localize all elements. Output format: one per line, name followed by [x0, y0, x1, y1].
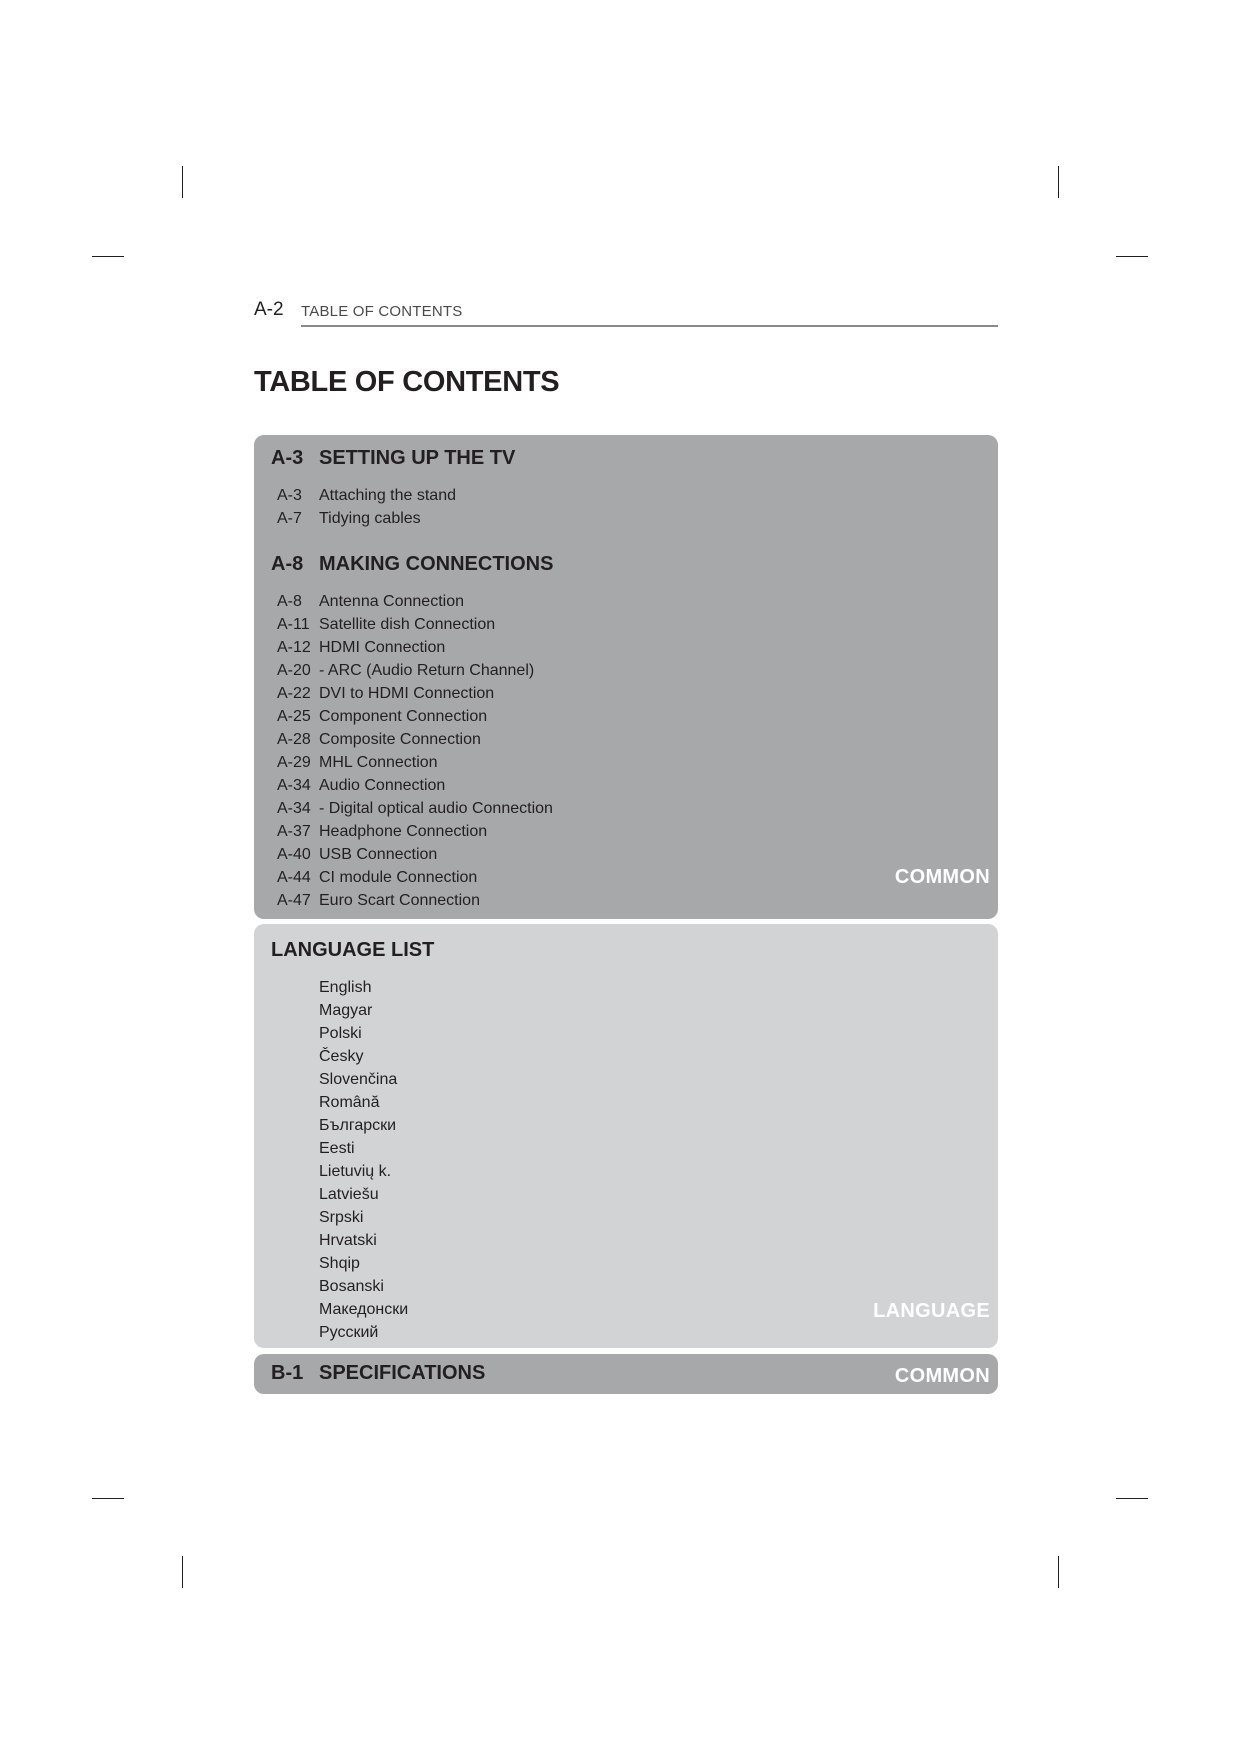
entry-page-number: A-34 — [277, 777, 311, 794]
entry-page-number: A-7 — [277, 510, 302, 527]
language-panel — [254, 924, 998, 1348]
spec-tab-label: COMMON — [894, 1365, 990, 1387]
language-item: Hrvatski — [319, 1232, 377, 1249]
toc-entry[interactable] — [277, 509, 421, 529]
language-item: Македонски — [319, 1301, 409, 1318]
crop-mark — [1116, 256, 1148, 257]
common-tab-label: COMMON — [894, 866, 990, 888]
section-heading[interactable] — [271, 447, 515, 470]
crop-mark — [1058, 166, 1059, 198]
entry-page-number: A-28 — [277, 731, 311, 748]
running-header-page-number: A-2 — [254, 299, 284, 320]
toc-entry[interactable] — [277, 661, 534, 681]
section-page-number: A-8 — [271, 553, 304, 575]
entry-title: Component Connection — [319, 708, 488, 725]
common-panel — [254, 435, 998, 919]
language-item: Srpski — [319, 1209, 364, 1226]
language-item: Русский — [319, 1324, 379, 1341]
entry-page-number: A-11 — [277, 616, 310, 633]
toc-entry[interactable] — [277, 799, 553, 819]
section-title: SPECIFICATIONS — [319, 1362, 486, 1384]
toc-entry[interactable] — [277, 684, 494, 704]
crop-mark — [92, 1498, 124, 1499]
entry-page-number: A-8 — [277, 593, 302, 610]
section-title: MAKING CONNECTIONS — [319, 553, 554, 575]
section-page-number: A-3 — [271, 447, 304, 469]
entry-title: - Digital optical audio Connection — [319, 800, 553, 817]
language-item: Polski — [319, 1025, 362, 1042]
entry-title: - ARC (Audio Return Channel) — [319, 662, 535, 679]
language-item: Latviešu — [319, 1186, 379, 1203]
language-item: Shqip — [319, 1255, 360, 1272]
entry-page-number: A-25 — [277, 708, 311, 725]
section-page-number: B-1 — [271, 1362, 304, 1384]
toc-entry[interactable] — [277, 592, 464, 612]
toc-entry[interactable] — [277, 730, 481, 750]
section-heading[interactable] — [271, 553, 553, 576]
language-item: Slovenčina — [319, 1071, 398, 1088]
entry-title: Tidying cables — [319, 510, 421, 527]
toc-entry[interactable] — [277, 753, 438, 773]
entry-page-number: A-22 — [277, 685, 311, 702]
entry-title: Satellite dish Connection — [319, 616, 496, 633]
language-tab-label: LANGUAGE — [873, 1300, 990, 1322]
section-heading[interactable] — [271, 1362, 485, 1385]
language-item: English — [319, 979, 372, 996]
language-item: Български — [319, 1117, 397, 1134]
crop-mark — [1058, 1556, 1059, 1588]
entry-title: USB Connection — [319, 846, 438, 863]
entry-title: Headphone Connection — [319, 823, 488, 840]
toc-entry[interactable] — [277, 891, 480, 911]
language-item: Română — [319, 1094, 380, 1111]
entry-title: Euro Scart Connection — [319, 892, 480, 909]
toc-entry[interactable] — [277, 845, 437, 865]
language-list-heading: LANGUAGE LIST — [271, 939, 435, 961]
entry-title: DVI to HDMI Connection — [319, 685, 495, 702]
entry-title: CI module Connection — [319, 869, 478, 886]
toc-entry[interactable] — [277, 638, 445, 658]
entry-page-number: A-12 — [277, 639, 311, 656]
toc-entry[interactable] — [277, 615, 495, 635]
entry-page-number: A-37 — [277, 823, 311, 840]
running-header-section: TABLE OF CONTENTS — [301, 303, 463, 320]
specifications-panel — [254, 1354, 998, 1394]
toc-entry[interactable] — [277, 707, 487, 727]
entry-page-number: A-44 — [277, 869, 311, 886]
crop-mark — [92, 256, 124, 257]
entry-page-number: A-29 — [277, 754, 311, 771]
toc-entry[interactable] — [277, 486, 456, 506]
language-item: Bosanski — [319, 1278, 384, 1295]
entry-page-number: A-34 — [277, 800, 311, 817]
entry-title: Antenna Connection — [319, 593, 464, 610]
toc-entry[interactable] — [277, 868, 477, 888]
entry-title: Composite Connection — [319, 731, 481, 748]
section-title: SETTING UP THE TV — [319, 447, 516, 469]
entry-page-number: A-20 — [277, 662, 311, 679]
language-item: Lietuvių k. — [319, 1163, 392, 1180]
entry-title: Audio Connection — [319, 777, 446, 794]
toc-entry[interactable] — [277, 822, 487, 842]
crop-mark — [182, 1556, 183, 1588]
entry-page-number: A-47 — [277, 892, 311, 909]
language-item: Česky — [319, 1048, 364, 1065]
language-item: Eesti — [319, 1140, 355, 1157]
entry-title: HDMI Connection — [319, 639, 446, 656]
toc-entry[interactable] — [277, 776, 445, 796]
page-title: TABLE OF CONTENTS — [254, 366, 560, 398]
entry-title: Attaching the stand — [319, 487, 456, 504]
entry-page-number: A-3 — [277, 487, 302, 504]
crop-mark — [182, 166, 183, 198]
header-rule — [301, 325, 998, 327]
entry-page-number: A-40 — [277, 846, 311, 863]
language-item: Magyar — [319, 1002, 373, 1019]
entry-title: MHL Connection — [319, 754, 438, 771]
crop-mark — [1116, 1498, 1148, 1499]
